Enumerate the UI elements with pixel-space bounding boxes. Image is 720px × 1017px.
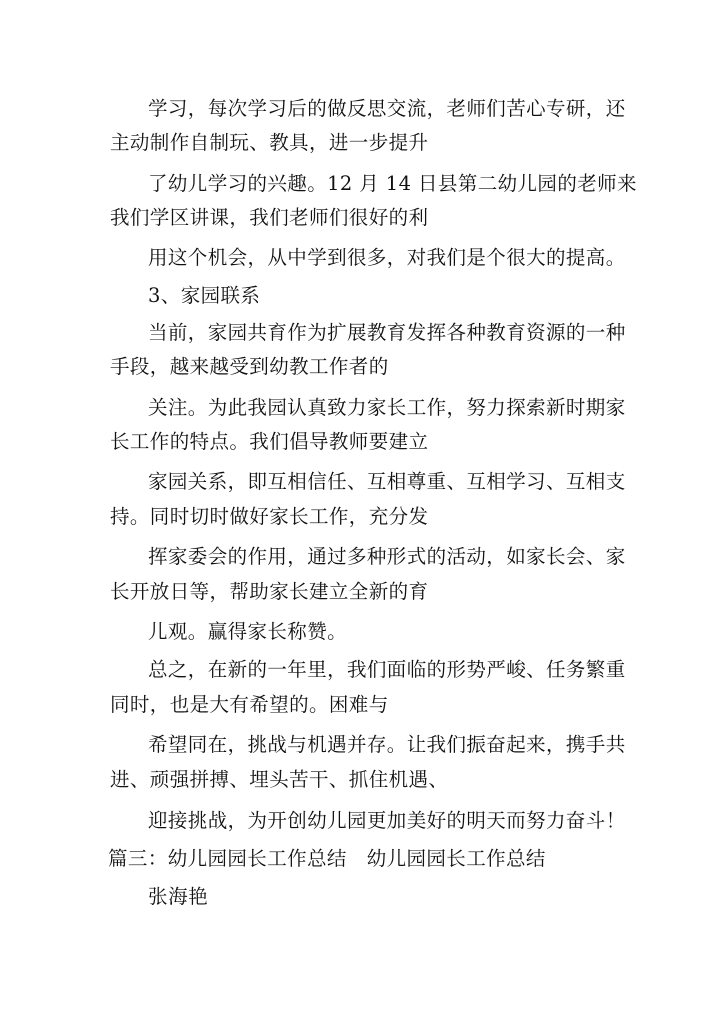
text-line: 用这个机会，从中学到很多，对我们是个很大的提高。 <box>148 246 626 269</box>
text-line: 了幼儿学习的兴趣。12 月 14 日县第二幼儿园的老师来 <box>148 172 637 195</box>
text-line: 长开放日等，帮助家长建立全新的育 <box>110 580 429 603</box>
text-line: 同时，也是大有希望的。困难与 <box>110 693 389 716</box>
author-name: 张海艳 <box>148 885 209 908</box>
text-line: 儿观。赢得家长称赞。 <box>148 620 348 643</box>
text-line: 迎接挑战，为开创幼儿园更加美好的明天而努力奋斗！ <box>148 809 626 832</box>
text-line: 主动制作自制玩、教具，进一步提升 <box>110 131 429 154</box>
text-line: 家园关系，即互相信任、互相尊重、互相学习、互相支 <box>148 470 626 493</box>
text-line: 希望同在，挑战与机遇并存。让我们振奋起来，携手共 <box>148 733 626 756</box>
chapter-title: 篇三：幼儿园园长工作总结 幼儿园园长工作总结 <box>108 847 546 870</box>
section-heading: 3、家园联系 <box>148 284 261 307</box>
text-line: 进、顽强拼搏、埋头苦干、抓住机遇、 <box>110 768 449 791</box>
text-line: 挥家委会的作用，通过多种形式的活动，如家长会、家 <box>148 545 626 568</box>
text-line: 学习，每次学习后的做反思交流，老师们苦心专研，还 <box>148 97 626 120</box>
text-line: 当前，家园共育作为扩展教育发挥各种教育资源的一种 <box>148 321 626 344</box>
text-line: 总之，在新的一年里，我们面临的形势严峻、任务繁重 <box>148 658 626 681</box>
text-line: 持。同时切时做好家长工作，充分发 <box>110 505 429 528</box>
text-line: 长工作的特点。我们倡导教师要建立 <box>110 430 429 453</box>
text-line: 关注。为此我园认真致力家长工作，努力探索新时期家 <box>148 396 626 419</box>
text-line: 手段，越来越受到幼教工作者的 <box>110 355 389 378</box>
text-line: 我们学区讲课，我们老师们很好的利 <box>110 206 429 229</box>
